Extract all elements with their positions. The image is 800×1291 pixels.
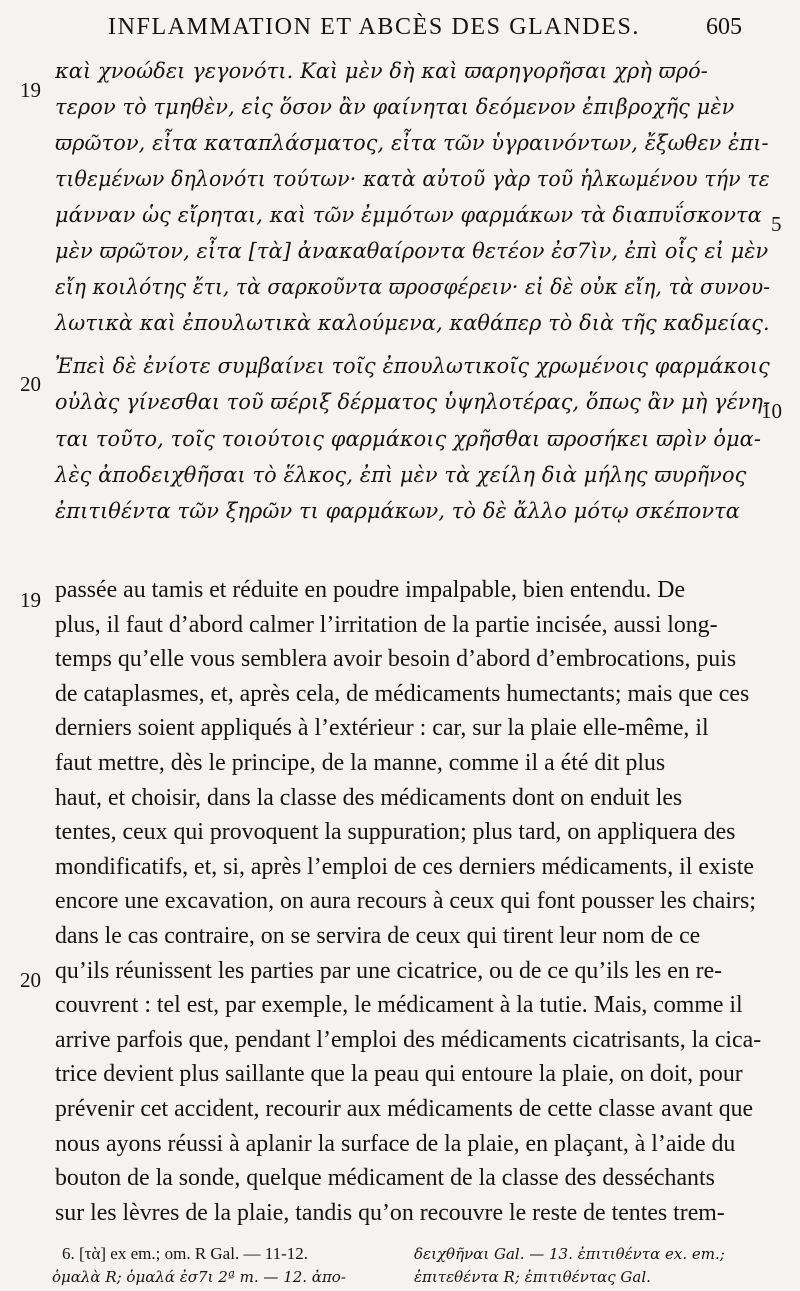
french-line: couvrent : tel est, par exemple, le médicament à la tutie. Mais, comme il [55,992,743,1018]
french-line: trice devient plus saillante que la peau qui entoure la plaie, on doit, pour [55,1061,743,1087]
greek-margin-number: 20 [20,372,41,396]
greek-line: τερον τὸ τμηθὲν, εἰς ὅσον ἂν φαίνηται δεόμενον ἐπιβροχῆς μὲν [55,95,735,119]
footnote-line: δειχθῆναι Gal. — 13. ἐπιτιθέντα ex. em.; [414,1245,725,1263]
french-line: encore une excavation, on aura recours à ceux qui font pousser les chairs; [55,888,756,914]
greek-line: ἐπιτιθέντα τῶν ξηρῶν τι φαρμάκων, τὸ δὲ ἄλλο μότῳ σκέποντα [55,499,740,523]
running-title: INFLAMMATION ET ABCÈS DES GLANDES. [108,14,640,40]
french-line: sur les lèvres de la plaie, tandis qu’on recouvre le reste de tentes trem- [55,1200,725,1226]
french-line: prévenir cet accident, recourir aux médicaments de cette classe avant que [55,1096,754,1122]
french-line: faut mettre, dès le principe, de la manne, comme il a été dit plus [55,750,666,776]
french-line: mondificatifs, et, si, après l’emploi de ces derniers médicaments, il existe [55,854,754,880]
french-line: temps qu’elle vous semblera avoir besoin d’abord d’embrocations, puis [55,646,737,672]
greek-line: οὐλὰς γίνεσθαι τοῦ ϖέριξ δέρματος ὑψηλοτέρας, ὅπως ἂν μὴ γένη- [55,390,771,414]
french-margin-number: 19 [20,588,41,612]
french-margin-number: 20 [20,968,41,992]
greek-line: λὲς ἀποδειχθῆσαι τὸ ἕλκος, ἐπὶ μὲν τὰ χείλη διὰ μήλης ϖυρῆνος [55,463,747,487]
french-line: qu’ils réunissent les parties par une cicatrice, ou de ce qu’ils les en re- [55,958,723,984]
greek-margin-number: 10 [761,399,782,423]
french-line: passée au tamis et réduite en poudre impalpable, bien entendu. De [55,577,686,603]
footnote-line: 6. [τὰ] ex em.; om. R Gal. — 11-12. [62,1244,308,1263]
french-line: derniers soient appliqués à l’extérieur : car, sur la plaie elle-même, il [55,715,709,741]
french-line: bouton de la sonde, quelque médicament de la classe des desséchants [55,1165,715,1191]
french-line: arrive parfois que, pendant l’emploi des médicaments cicatrisants, la cica- [55,1027,762,1053]
running-header [0,8,800,42]
french-line: nous ayons réussi à aplanir la surface de la plaie, en plaçant, à l’aide du [55,1131,736,1157]
greek-line: ται τοῦτο, τοῖς τοιούτοις φαρμάκοις χρῆσθαι ϖροσήκει ϖρὶν ὁμα- [55,427,761,451]
greek-line: μάνναν ὡς εἴρηται, καὶ τῶν ἐμμότων φαρμάκων τὰ διαπυΐσκοντα [55,203,762,227]
greek-line: καὶ χνοώδει γεγονότι. Καὶ μὲν δὴ καὶ ϖαρηγορῆσαι χρὴ ϖρό- [55,59,708,83]
french-line: de cataplasmes, et, après cela, de médicaments humectants; mais que ces [55,681,750,707]
greek-margin-number: 19 [20,78,41,102]
greek-line: ϖρῶτον, εἶτα καταπλάσματος, εἶτα τῶν ὑγραινόντων, ἔξωθεν ἐπι- [55,131,769,155]
french-line: plus, il faut d’abord calmer l’irritation de la partie incisée, aussi long- [55,612,718,638]
greek-line: εἴη κοιλότης ἔτι, τὰ σαρκοῦντα ϖροσφέρειν· εἰ δὲ οὐκ εἴη, τὰ συνου- [55,275,771,299]
french-line: haut, et choisir, dans la classe des médicaments dont on enduit les [55,785,683,811]
page-number: 605 [706,14,742,40]
greek-margin-number: 5 [771,212,782,236]
french-line: tentes, ceux qui provoquent la suppuration; plus tard, on appliquera des [55,819,736,845]
french-line: dans le cas contraire, on se servira de ceux qui tirent leur nom de ce [55,923,701,949]
greek-line: λωτικὰ καὶ ἐπουλωτικὰ καλούμενα, καθάπερ τὸ διὰ τῆς καδμείας. [55,311,770,335]
greek-line: Ἐπεὶ δὲ ἐνίοτε συμβαίνει τοῖς ἐπουλωτικοῖς χρωμένοις φαρμάκοις [55,354,770,378]
greek-line: τιθεμένων δηλονότι τούτων· κατὰ αὐτοῦ γὰρ τοῦ ἡλκωμένου τήν τε [55,167,770,191]
footnote-line: ἐπιτεθέντα R; ἐπιτιθέντας Gal. [414,1268,651,1286]
greek-line: μὲν ϖρῶτον, εἶτα [τὰ] ἀνακαθαίροντα θετέον ἐσ7ὶν, ἐπὶ οἷς εἰ μὲν [55,239,769,263]
footnote-line: ὁμαλὰ R; ὁμαλά ἐσ7ι 2ª m. — 12. ἀπο- [52,1268,346,1286]
